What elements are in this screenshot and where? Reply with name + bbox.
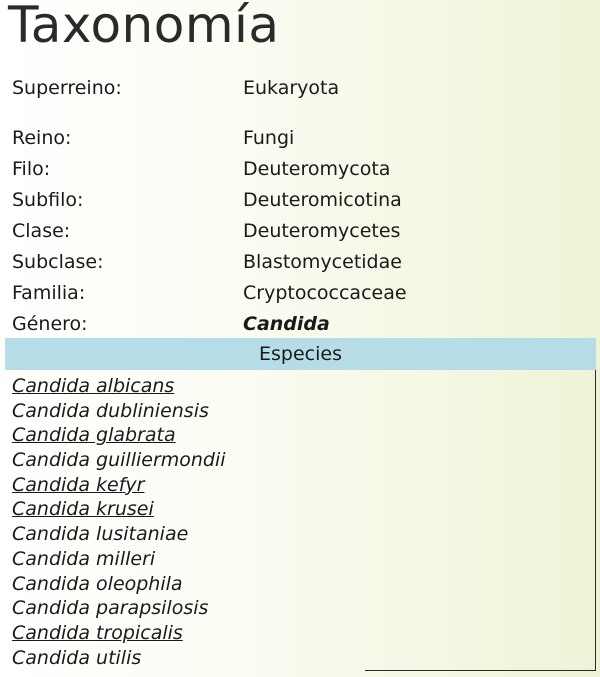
rank-label: Clase: [12, 220, 71, 242]
taxonomy-row-superreino [0, 77, 600, 105]
rank-label: Subfilo: [12, 189, 84, 211]
taxonomy-row-genero [0, 313, 600, 341]
rank-value: Deuteromycota [243, 158, 391, 180]
species-item: Candida guilliermondii [12, 449, 226, 472]
rank-value: Blastomycetidae [243, 251, 402, 273]
rank-value: Cryptococcaceae [243, 282, 407, 304]
rank-value: Fungi [243, 127, 295, 149]
rank-label: Reino: [12, 127, 72, 149]
species-item: Candida albicans [12, 375, 175, 397]
species-list [12, 374, 226, 670]
rank-label: Superreino: [12, 77, 122, 99]
species-item: Candida utilis [12, 646, 142, 669]
rank-label: Subclase: [12, 251, 104, 273]
species-item: Candida kefyr [12, 473, 145, 496]
species-item: Candida glabrata [12, 424, 176, 447]
rank-label: Género: [12, 313, 88, 335]
species-item: Candida parapsilosis [12, 597, 209, 620]
rank-value: Deuteromicotina [243, 189, 402, 211]
taxonomy-row-reino [0, 127, 600, 155]
rank-value: Eukaryota [243, 77, 340, 99]
species-item: Candida oleophila [12, 572, 183, 595]
species-item: Candida lusitaniae [12, 523, 189, 546]
species-header: Especies [5, 338, 596, 370]
taxonomy-row-subclase [0, 251, 600, 279]
species-box-bottom-border [365, 670, 596, 671]
species-item: Candida dubliniensis [12, 399, 209, 422]
species-item: Candida tropicalis [12, 621, 183, 644]
rank-label: Familia: [12, 282, 86, 304]
species-item: Candida krusei [12, 498, 154, 521]
taxonomy-row-filo [0, 158, 600, 186]
taxonomy-row-familia [0, 282, 600, 310]
taxonomy-row-subfilo [0, 189, 600, 217]
species-item: Candida milleri [12, 547, 156, 570]
page-title: Taxonomía [8, 0, 280, 54]
rank-value: Deuteromycetes [243, 220, 401, 242]
taxonomy-row-clase [0, 220, 600, 248]
genus-value: Candida [243, 313, 330, 335]
rank-label: Filo: [12, 158, 51, 180]
